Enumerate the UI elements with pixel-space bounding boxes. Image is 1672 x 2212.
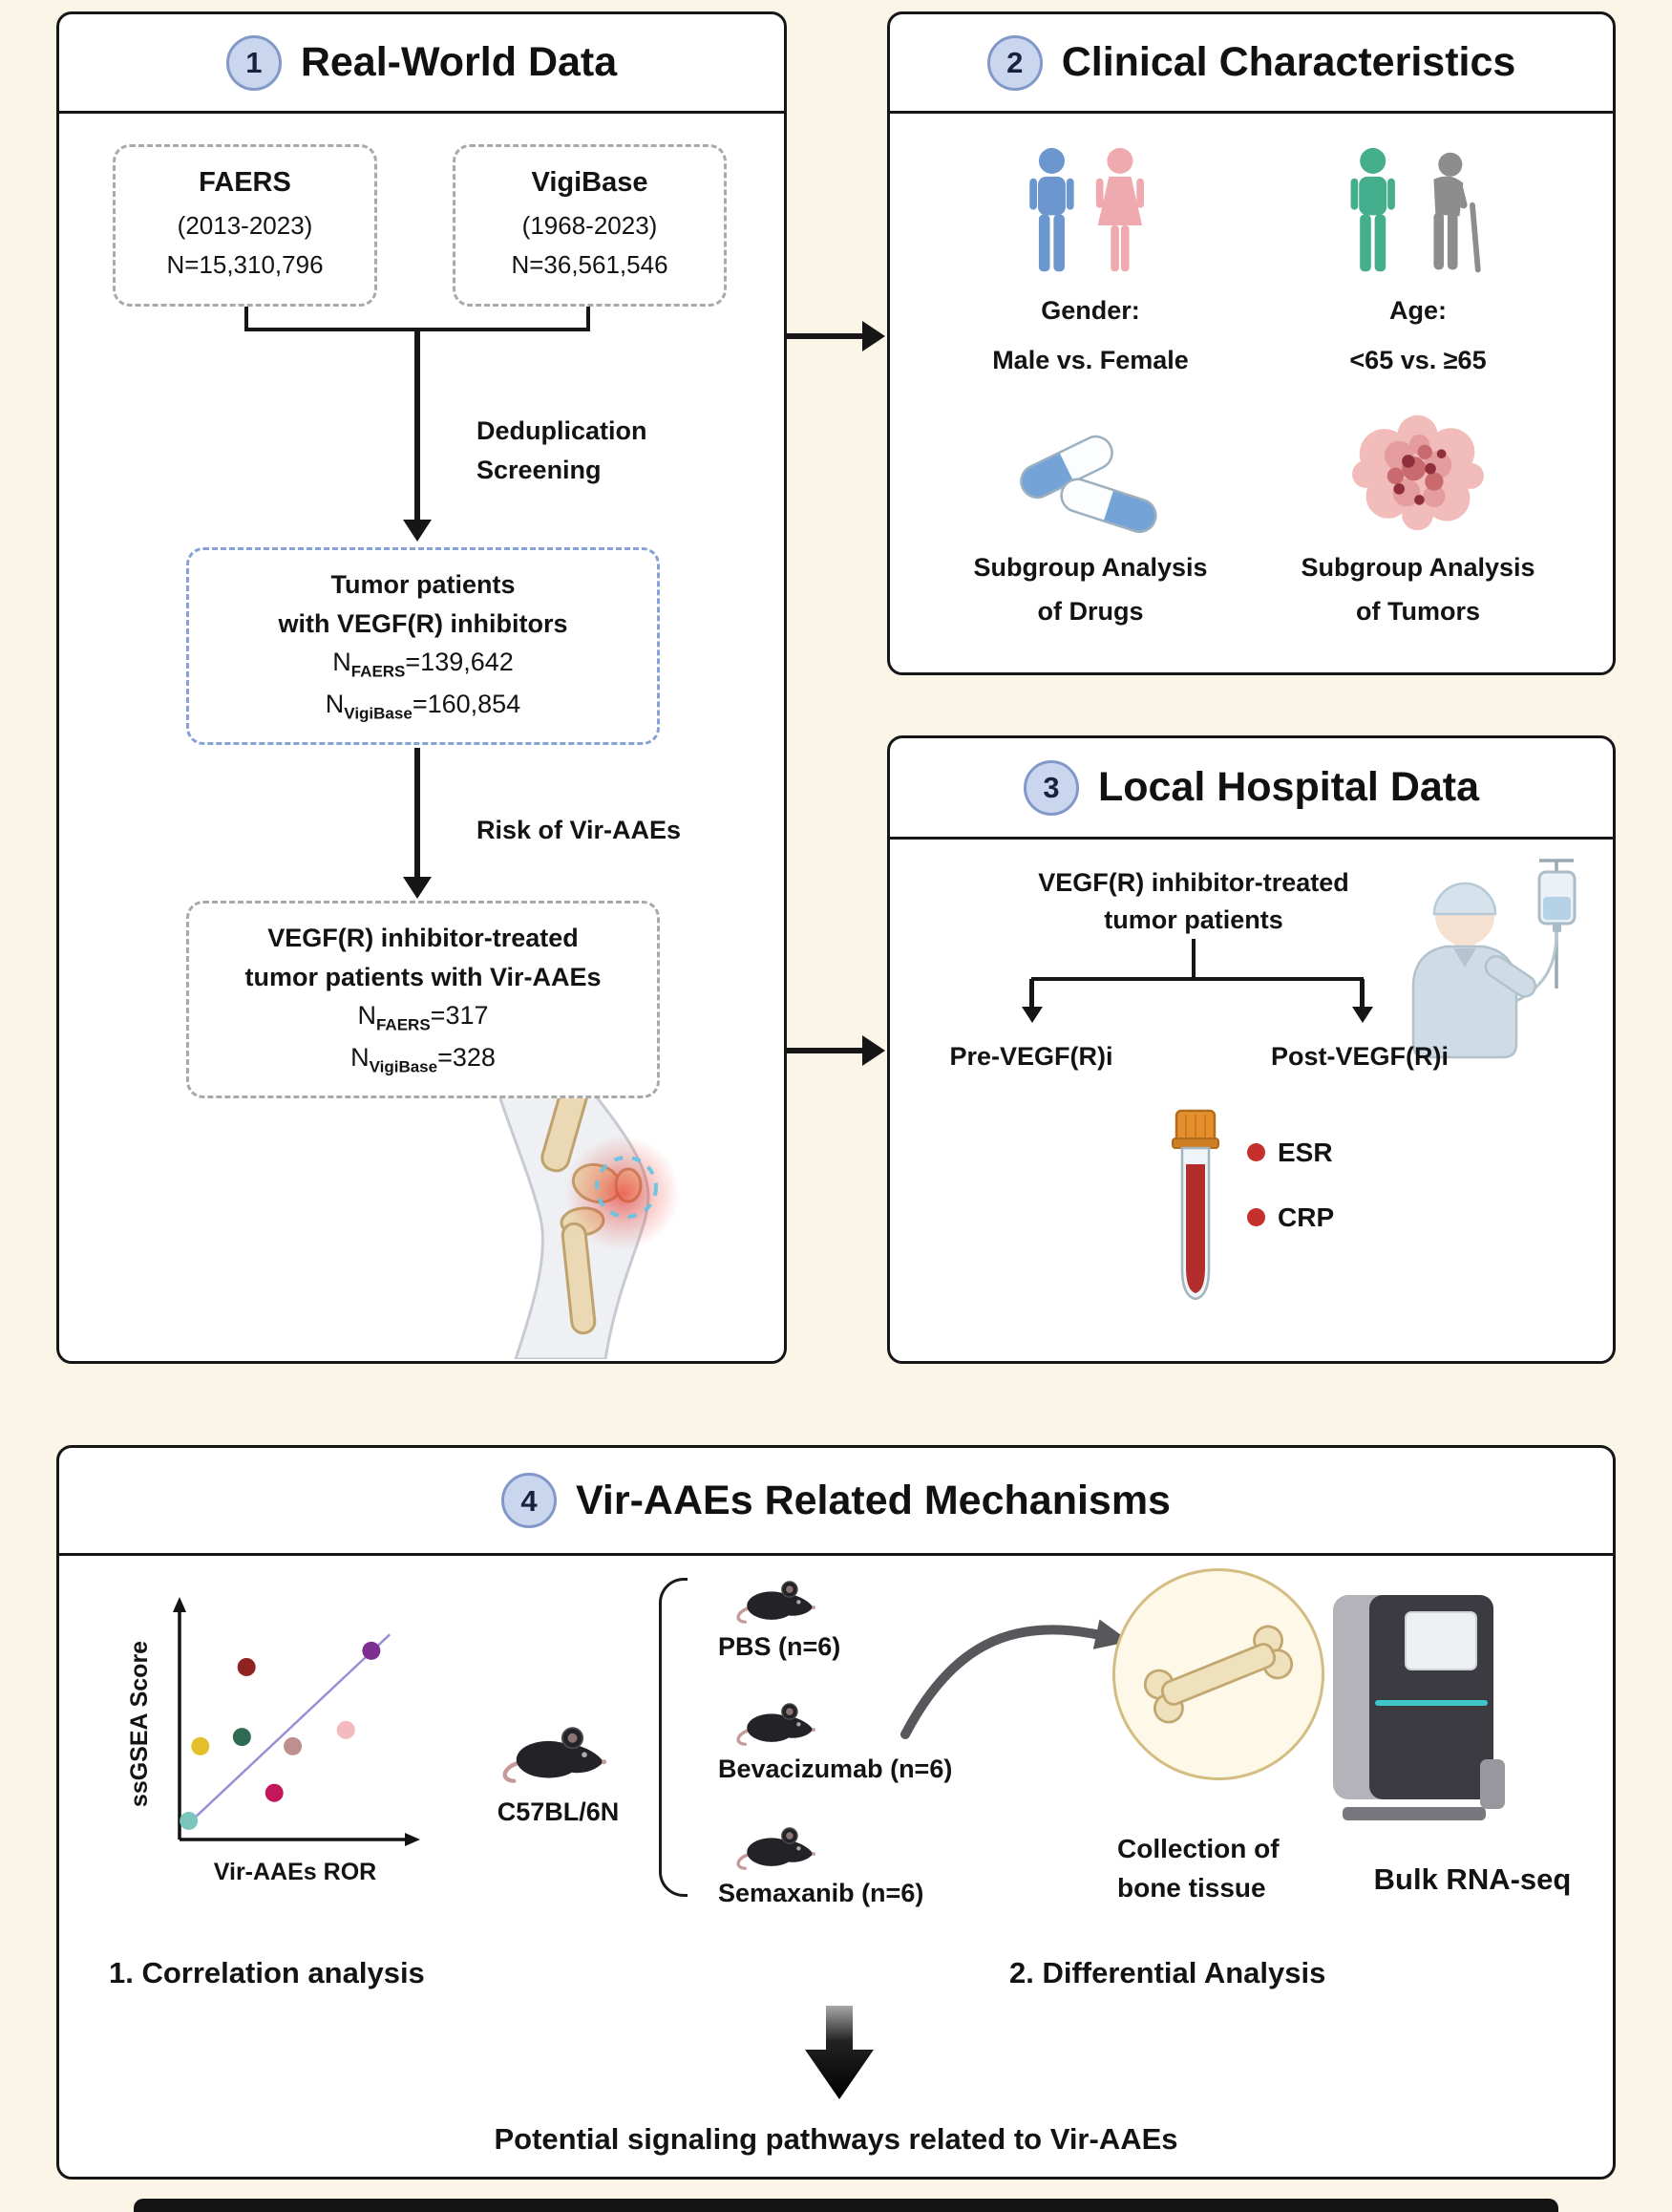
panel-real-world-data <box>56 11 787 1364</box>
collection-label: Collection of bone tissue <box>1117 1834 1280 1903</box>
tumor-box-count-vigibase: $N_{VigiBase}=160,854$ <box>325 690 521 723</box>
differential-analysis-label: 2. Differential Analysis <box>1009 1956 1326 1989</box>
panel2-header <box>890 14 1613 114</box>
young-adult-icon <box>1350 148 1394 271</box>
age-cell <box>1260 137 1576 379</box>
next-section-edge <box>134 2199 1558 2212</box>
panel3-number-badge: 3 <box>1024 760 1079 816</box>
curved-arrow-icon <box>892 1591 1150 1749</box>
arrow-to-clinical <box>787 333 863 339</box>
panel2-number-badge: 2 <box>987 35 1043 91</box>
arrow-to-hospital <box>787 1048 863 1053</box>
group-pbs-label: PBS (n=6) <box>718 1632 841 1661</box>
risk-arrow <box>414 748 420 878</box>
viraae-box-line2: tumor patients with Vir-AAEs <box>244 962 602 991</box>
tumor-box-count-faers: $N_{FAERS}=139,642$ <box>332 648 514 681</box>
rnaseq-label: Bulk RNA-seq <box>1373 1862 1572 1896</box>
panel4-header <box>59 1448 1613 1556</box>
tumors-cell <box>1260 408 1576 630</box>
panel-clinical-characteristics <box>887 11 1616 675</box>
crp-label: CRP <box>1278 1202 1335 1232</box>
scatter-points <box>180 1634 390 1830</box>
branch-stem <box>1192 939 1196 979</box>
viraae-box-line1: VEGF(R) inhibitor-treated <box>267 924 579 953</box>
panel-mechanisms <box>56 1445 1616 2180</box>
drugs-line1: Subgroup Analysis <box>973 553 1208 582</box>
group-semaxanib-label: Semaxanib (n=6) <box>718 1879 924 1907</box>
gender-cell <box>933 137 1248 379</box>
deduplication-label: Deduplication Screening <box>476 416 647 484</box>
drugs-cell <box>933 408 1248 630</box>
post-branch-arrow <box>1360 979 1365 1008</box>
elderly-person-cane-icon <box>1433 153 1477 270</box>
scatter-ylabel: ssGSEA Score <box>126 1640 153 1808</box>
down-arrow-icon <box>805 2006 874 2099</box>
vigibase-name: VigiBase <box>531 167 648 199</box>
branch-line <box>1031 977 1364 981</box>
crp-bullet <box>1247 1208 1265 1226</box>
tumors-line2: of Tumors <box>1356 596 1480 626</box>
panel1-header <box>59 14 784 114</box>
bone-magnifier-icon <box>1112 1568 1324 1780</box>
group-pbs <box>718 1572 840 1662</box>
merge-connector <box>244 307 590 331</box>
panel2-title: Clinical Characteristics <box>1061 39 1516 85</box>
deduplication-arrow <box>414 330 420 521</box>
group-bevacizumab-label: Bevacizumab (n=6) <box>718 1755 953 1783</box>
group-brace-bracket <box>659 1578 688 1897</box>
drugs-line2: of Drugs <box>1037 596 1144 626</box>
cohort-text: VEGF(R) inhibitor-treated tumor patients <box>1038 868 1349 935</box>
panel3-header <box>890 738 1613 840</box>
bone-icon <box>1128 1605 1308 1744</box>
scatter-xlabel: Vir-AAEs ROR <box>213 1859 377 1885</box>
vigibase-years: (1968-2023) <box>521 211 658 241</box>
post-vegfri-label: Post-VEGF(R)i <box>1271 1042 1449 1071</box>
male-female-icons <box>1014 146 1167 280</box>
mouse-icon <box>733 1572 824 1627</box>
pre-branch-arrow <box>1029 979 1034 1008</box>
gender-label: Gender: <box>1041 296 1140 325</box>
panel1-number-badge: 1 <box>226 35 282 91</box>
male-person-icon <box>1029 148 1073 271</box>
panel4-number-badge: 4 <box>501 1473 557 1528</box>
tumor-patients-box <box>186 547 660 745</box>
pill-capsules-icon <box>1007 427 1175 537</box>
pre-vegfri-label: Pre-VEGF(R)i <box>949 1042 1113 1071</box>
age-label: Age: <box>1389 296 1447 325</box>
viraae-box-count-vigibase: $N_{VigiBase}=328$ <box>350 1043 496 1076</box>
knee-joint-icon <box>460 1063 699 1359</box>
faers-years: (2013-2023) <box>177 211 313 241</box>
panel4-title: Vir-AAEs Related Mechanisms <box>576 1477 1171 1523</box>
conclusion-text: Potential signaling pathways related to Vir-AAEs <box>494 2122 1178 2156</box>
age-vs-label: <65 vs. ≥65 <box>1349 345 1487 374</box>
blood-tube-icon <box>1165 1109 1226 1307</box>
panel1-title: Real-World Data <box>300 39 618 85</box>
tumor-box-line2: with VEGF(R) inhibitors <box>278 608 568 638</box>
female-person-icon <box>1096 148 1144 271</box>
faers-database-box <box>113 144 377 307</box>
risk-label: Risk of Vir-AAEs <box>476 816 682 844</box>
age-icons <box>1335 146 1502 280</box>
esr-bullet <box>1247 1143 1265 1161</box>
mouse-icon-c57 <box>498 1715 618 1787</box>
sequencer-icon <box>1293 1587 1508 1834</box>
mouse-icon <box>733 1819 824 1873</box>
faers-count: N=15,310,796 <box>166 249 324 279</box>
correlation-analysis-label: 1. Correlation analysis <box>109 1956 425 1989</box>
panel-local-hospital-data <box>887 735 1616 1364</box>
tumor-cells-icon <box>1342 408 1494 537</box>
mouse-strain-label: C57BL/6N <box>497 1797 620 1826</box>
viraae-box-count-faers: $N_{FAERS}=317$ <box>357 1001 489 1034</box>
gender-vs-label: Male vs. Female <box>992 345 1189 374</box>
vigibase-database-box <box>453 144 727 307</box>
viraae-patients-box <box>186 901 660 1098</box>
mouse-icon <box>733 1694 824 1749</box>
correlation-scatter-plot <box>126 1589 441 1895</box>
vigibase-count: N=36,561,546 <box>511 249 668 279</box>
panel3-title: Local Hospital Data <box>1097 764 1480 810</box>
esr-label: ESR <box>1278 1138 1333 1167</box>
tumors-line1: Subgroup Analysis <box>1301 553 1535 582</box>
faers-name: FAERS <box>199 167 291 199</box>
tumor-box-line1: Tumor patients <box>330 570 516 600</box>
group-semaxanib <box>718 1819 923 1908</box>
